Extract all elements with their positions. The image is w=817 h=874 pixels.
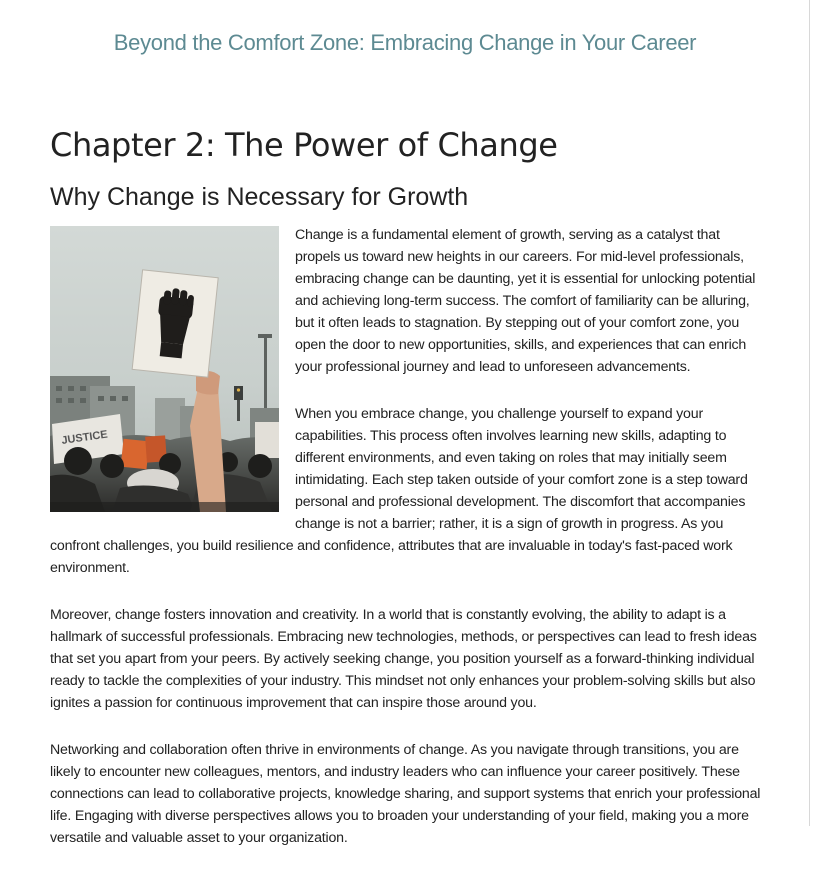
chapter-content xyxy=(50,124,766,874)
paragraph-3: Moreover, change fosters innovation and creativity. In a world that is constantly evolving, the ability to adapt is a hallmark of successful professionals. Embracing new technologies, methods, or perspectives can lead to fresh ideas that set you apart from your peers. By actively seeking change, you position yourself as a forward-thinking individual ready to tackle the complexities of your industry. This mindset not only enhances your problem-solving skills but also ignites a passion for continuous improvement that can inspire those around you. xyxy=(50,607,757,711)
chapter-title: Chapter 2: The Power of Change xyxy=(50,126,558,164)
section-title: Why Change is Necessary for Growth xyxy=(50,183,469,211)
book-title: Beyond the Comfort Zone: Embracing Change in Your Career xyxy=(113,30,697,55)
paragraph-4: Networking and collaboration often thrive in environments of change. As you navigate through transitions, you are likely to encounter new colleagues, mentors, and industry leaders who can influence your career positively. These connections can lead to collaborative projects, knowledge sharing, and support systems that enrich your professional life. Engaging with diverse perspectives allows you to broaden your understanding of your field, making you a more versatile and valuable asset to your organization. xyxy=(50,742,761,846)
justice-sign-text: JUSTICE xyxy=(60,428,109,447)
protest-photo-illustration xyxy=(50,226,279,512)
protest-photo xyxy=(50,226,279,512)
paragraph-2: When you embrace change, you challenge yourself to expand your capabilities. This process often involves learning new skills, adapting to different environments, and even taking on roles that may initially seem intimidating. Each step taken outside of your comfort zone is a step toward personal and professional development. The discomfort that accompanies change is not a barrier; rather, it is a sign of growth in progress. As you confront challenges, you build resilience and confidence, attributes that are invaluable in today's fast-paced work environment. xyxy=(50,406,748,576)
paragraph-1: Change is a fundamental element of growth, serving as a catalyst that propels us toward new heights in our careers. For mid-level professionals, embracing change can be daunting, yet it is essential for unlocking potential and achieving long-term success. The comfort of familiarity can be alluring, but it often leads to stagnation. By stepping out of your comfort zone, you open the door to new opportunities, skills, and experiences that can enrich your professional journey and lead to unforeseen advancements. xyxy=(295,227,756,375)
